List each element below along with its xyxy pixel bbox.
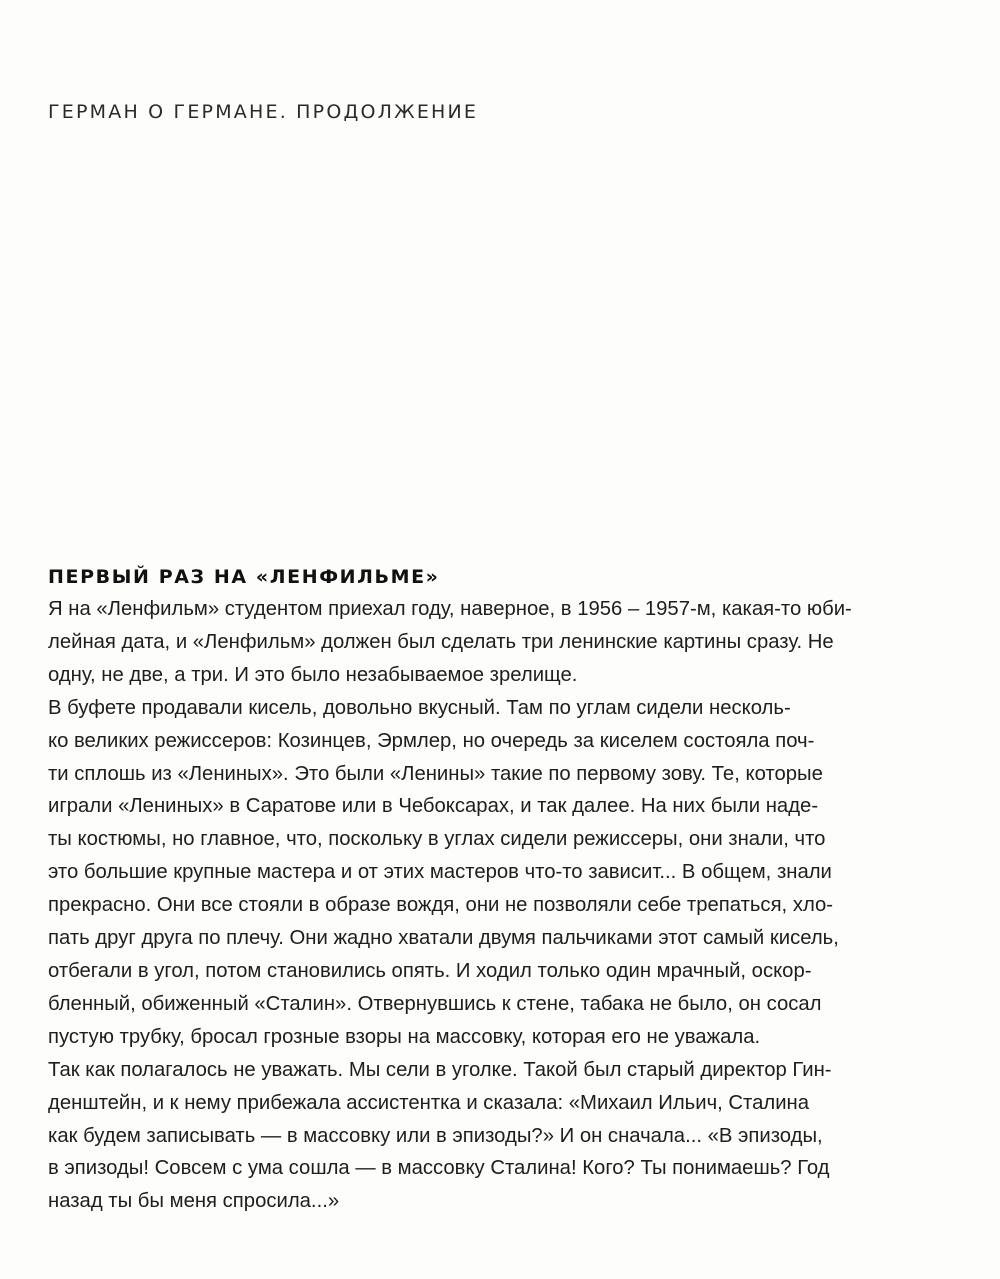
- paragraph-2: [48, 692, 928, 1054]
- text-line: отбегали в угол, потом становились опять. И ходил только один мрачный, оскор-: [48, 959, 812, 982]
- text-line: Так как полагалось не уважать. Мы сели в уголке. Такой был старый директор Гин-: [48, 1058, 832, 1081]
- text-line: лейная дата, и «Ленфильм» должен был сделать три ленинские картины сразу. Не: [48, 630, 834, 653]
- text-line: назад ты бы меня спросила...»: [48, 1190, 340, 1213]
- text-line: прекрасно. Они все стояли в образе вождя, они не позволяли себе трепаться, хло-: [48, 894, 834, 917]
- text-line: В буфете продавали кисель, довольно вкусный. Там по углам сидели несколь-: [48, 696, 791, 719]
- text-line: бленный, обиженный «Сталин». Отвернувшись к стене, табака не было, он сосал: [48, 992, 822, 1015]
- text-line: ти сплошь из «Лениных». Это были «Ленины» такие по первому зову. Те, которые: [48, 762, 823, 785]
- paragraph-3: [48, 1054, 928, 1219]
- text-line: ко великих режиссеров: Козинцев, Эрмлер, но очередь за киселем состояла поч-: [48, 729, 815, 752]
- text-line: это большие крупные мастера и от этих мастеров что-то зависит... В общем, знали: [48, 861, 832, 884]
- article: [48, 566, 928, 1218]
- text-line: в эпизоды! Совсем с ума сошла — в массовку Сталина! Кого? Ты понимаешь? Год: [48, 1157, 830, 1180]
- text-line: как будем записывать — в массовку или в эпизоды?» И он сначала... «В эпизоды,: [48, 1124, 823, 1147]
- text-line: Я на «Ленфильм» студентом приехал году, наверное, в 1956 – 1957-м, какая-то юби-: [48, 598, 852, 620]
- text-line: одну, не две, а три. И это было незабываемое зрелище.: [48, 663, 578, 686]
- text-line: играли «Лениных» в Саратове или в Чебоксарах, и так далее. На них были наде-: [48, 795, 819, 818]
- text-line: денштейн, и к нему прибежала ассистентка и сказала: «Михаил Ильич, Сталина: [48, 1091, 810, 1114]
- text-line: пать друг друга по плечу. Они жадно хватали двумя пальчиками этот самый кисель,: [48, 927, 839, 950]
- paragraph-1: [48, 593, 928, 692]
- running-header: ГЕРМАН О ГЕРМАНЕ. ПРОДОЛЖЕНИЕ: [48, 101, 479, 123]
- section-heading: ПЕРВЫЙ РАЗ НА «ЛЕНФИЛЬМЕ»: [48, 566, 440, 588]
- text-line: пустую трубку, бросал грозные взоры на массовку, которая его не уважала.: [48, 1025, 761, 1048]
- text-line: ты костюмы, но главное, что, поскольку в углах сидели режиссеры, они знали, что: [48, 828, 826, 851]
